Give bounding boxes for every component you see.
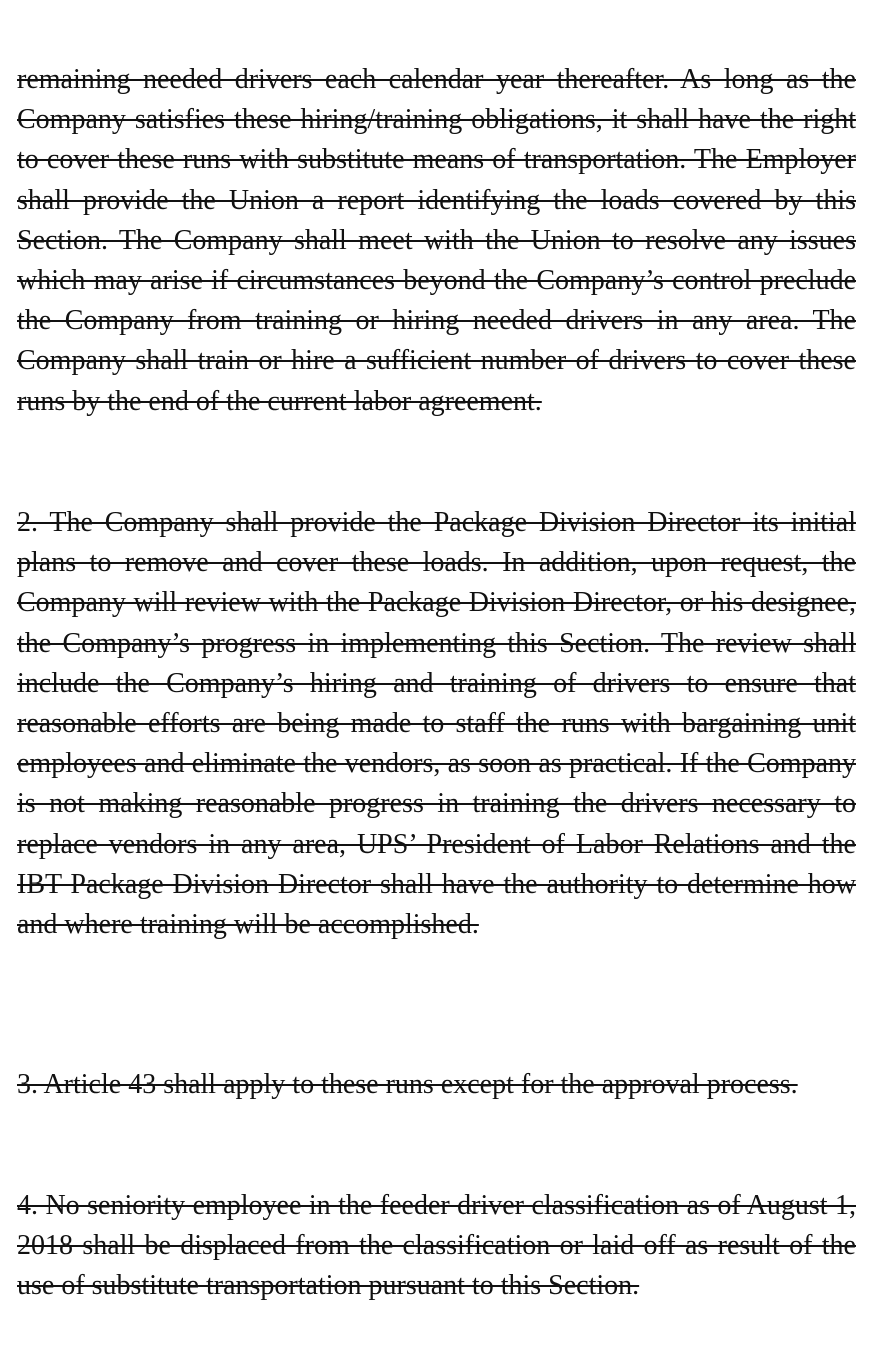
paragraph-3: 3. Article 43 shall apply to these runs except for the approval process. bbox=[17, 1069, 798, 1100]
paragraph-2: 2. The Company shall provide the Package Division Director its initial plans to remove and cover these loads. In addition, upon request, the Company will review with the Package Division Director, or his designee, the Company’s progress in implementing this Section. The review shall include the Company’s hiring and training of drivers to ensure that reasonable efforts are being made to staff the runs with bargaining unit employees and eliminate the vendors, as soon as practical. If the Company is not making reasonable progress in training the drivers necessary to replace vendors in any area, UPS’ President of Labor Relations and the IBT Package Division Director shall have the authority to determine how and where training will be accomplished. bbox=[17, 507, 856, 941]
paragraph-4: 4. No seniority employee in the feeder driver classification as of August 1, 2018 shall be displaced from the classification or laid off as result of the use of substitute transportation pursuant to this Section. bbox=[17, 1190, 856, 1302]
paragraph-1: remaining needed drivers each calendar year thereafter. As long as the Company satisfies these hiring/training obligations, it shall have the right to cover these runs with substitute means of transportation. The Employer shall provide the Union a report identifying the loads covered by this Section. The Company shall meet with the Union to resolve any issues which may arise if circumstances beyond the Company’s control preclude the Company from training or hiring needed drivers in any area. The Company shall train or hire a sufficient number of drivers to cover these runs by the end of the current labor agreement. bbox=[17, 64, 856, 417]
